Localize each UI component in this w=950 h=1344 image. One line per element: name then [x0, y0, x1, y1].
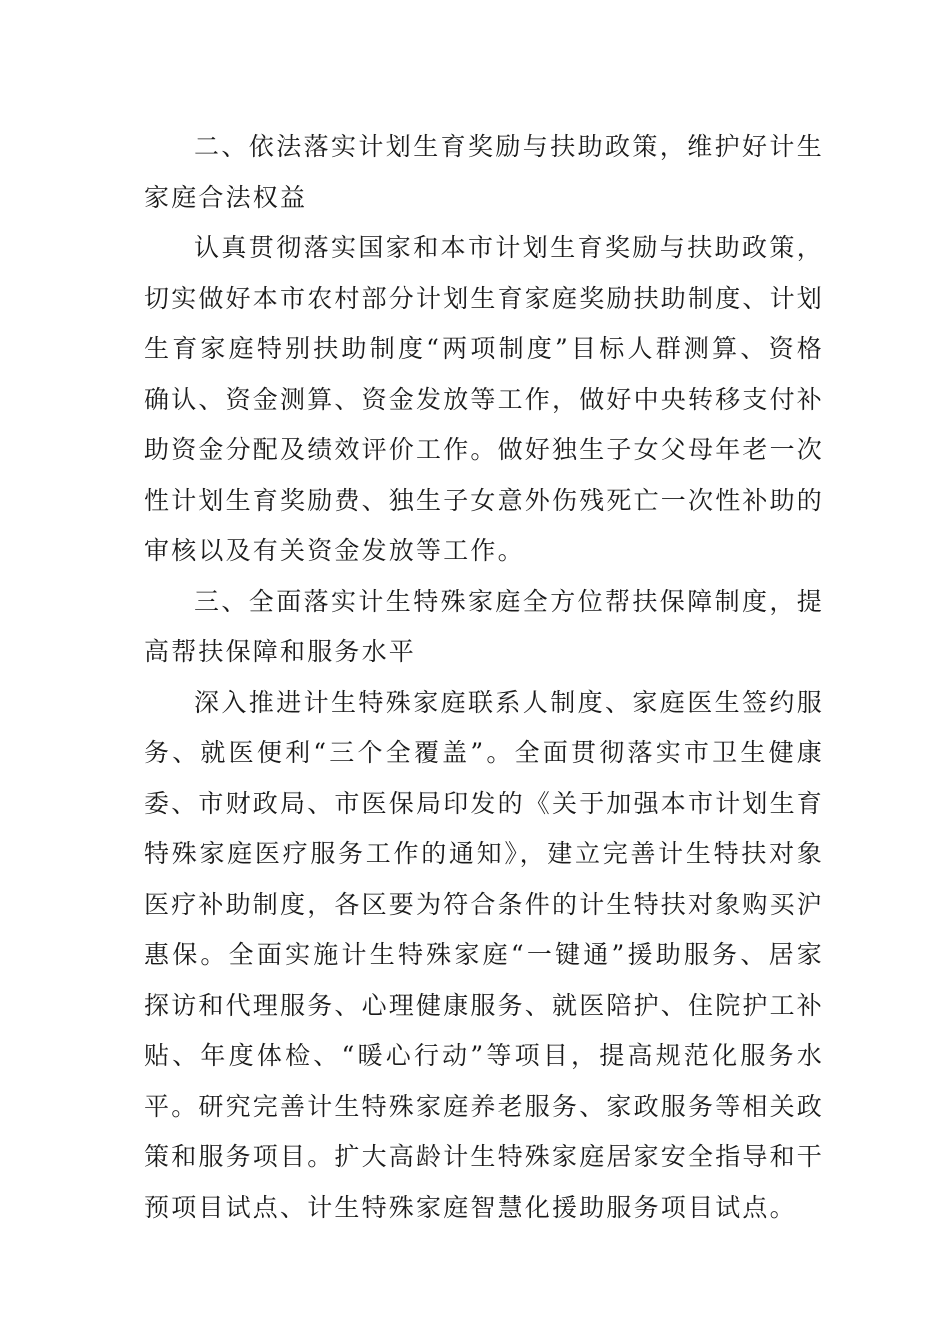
section-heading-3: 三、全面落实计生特殊家庭全方位帮扶保障制度，提高帮扶保障和服务水平 [144, 586, 824, 666]
section-paragraph-2: 认真贯彻落实国家和本市计划生育奖励与扶助政策，切实做好本市农村部分计划生育家庭奖励扶助制度、计划生育家庭特别扶助制度“两项制度”目标人群测算、资格确认、资金测算、资金发放等工作，做好中央转移支付补助资金分配及绩效评价工作。做好独生子女父母年老一次性计划生育奖励费、独生子女意外伤残死亡一次性补助的审核以及有关资金发放等工作。 [144, 233, 825, 565]
section-paragraph-3: 深入推进计生特殊家庭联系人制度、家庭医生签约服务、就医便利“三个全覆盖”。全面贯彻落实市卫生健康委、市财政局、市医保局印发的《关于加强本市计划生育特殊家庭医疗服务工作的通知》，建立完善计生特扶对象医疗补助制度，各区要为符合条件的计生特扶对象购买沪惠保。全面实施计生特殊家庭“一键通”援助服务、居家探访和代理服务、心理健康服务、就医陪护、住院护工补贴、年度体检、“暖心行动”等项目，提高规范化服务水平。研究完善计生特殊家庭养老服务、家政服务等相关政策和服务项目。扩大高龄计生特殊家庭居家安全指导和干预项目试点、计生特殊家庭智慧化援助服务项目试点。 [144, 687, 825, 1222]
document-body [144, 122, 824, 1233]
section-heading-2: 二、依法落实计划生育奖励与扶助政策，维护好计生家庭合法权益 [144, 132, 824, 212]
